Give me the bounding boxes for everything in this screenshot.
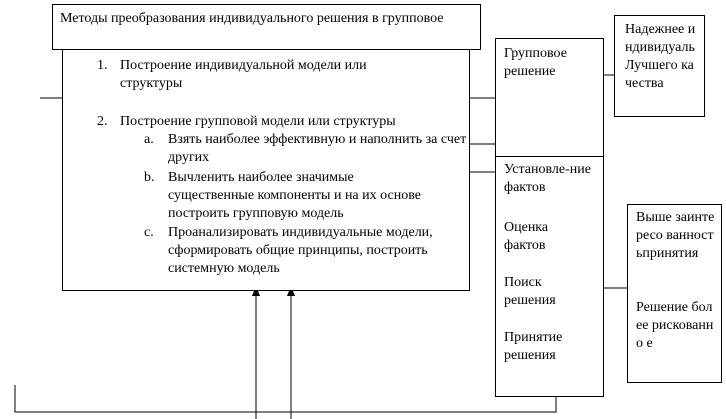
item-2-text: Построение групповой модели или структуры xyxy=(120,114,396,129)
group-decision-label: Групповое решение xyxy=(504,46,567,79)
subitem-b-text: Вычленить наиболее значимые существенные компоненты и на их основе построить групповую модель xyxy=(168,170,421,221)
item-2-number: 2. xyxy=(97,114,108,129)
advantages-box xyxy=(614,15,705,117)
step-fact-evaluation: Оценка фактов xyxy=(504,220,549,253)
subitem-b-letter: b. xyxy=(144,170,155,185)
step-solution-search: Поиск решения xyxy=(504,275,556,308)
risk-box xyxy=(627,204,722,383)
subitem-c-letter: c. xyxy=(144,225,154,240)
risk-text-2: Решение более рискованно е xyxy=(636,300,714,351)
group-decision-box xyxy=(495,38,604,397)
step-decision-making: Принятие решения xyxy=(504,330,563,363)
item-1-text: Построение индивидуальной модели или структуры xyxy=(120,58,367,91)
advantages-text: Надежнее индивидуаль Лучшего качества xyxy=(625,22,696,91)
step-fact-finding: Установле-ние фактов xyxy=(504,162,591,195)
subitem-a-letter: a. xyxy=(144,132,154,147)
title-text: Методы преобразования индивидуального решения в групповое xyxy=(60,11,444,26)
subitem-a-text: Взять наиболее эффективную и наполнить за счет других xyxy=(168,132,467,165)
feedback-loop xyxy=(15,385,556,412)
middle-divider xyxy=(496,156,603,157)
risk-text-1: Выше заинтересо ванност ьпринятия xyxy=(636,210,715,261)
item-1-number: 1. xyxy=(97,58,108,73)
subitem-c-text: Проанализировать индивидуальные модели, сформировать общие принципы, построить системную модель xyxy=(168,225,433,276)
title-box xyxy=(52,4,481,50)
